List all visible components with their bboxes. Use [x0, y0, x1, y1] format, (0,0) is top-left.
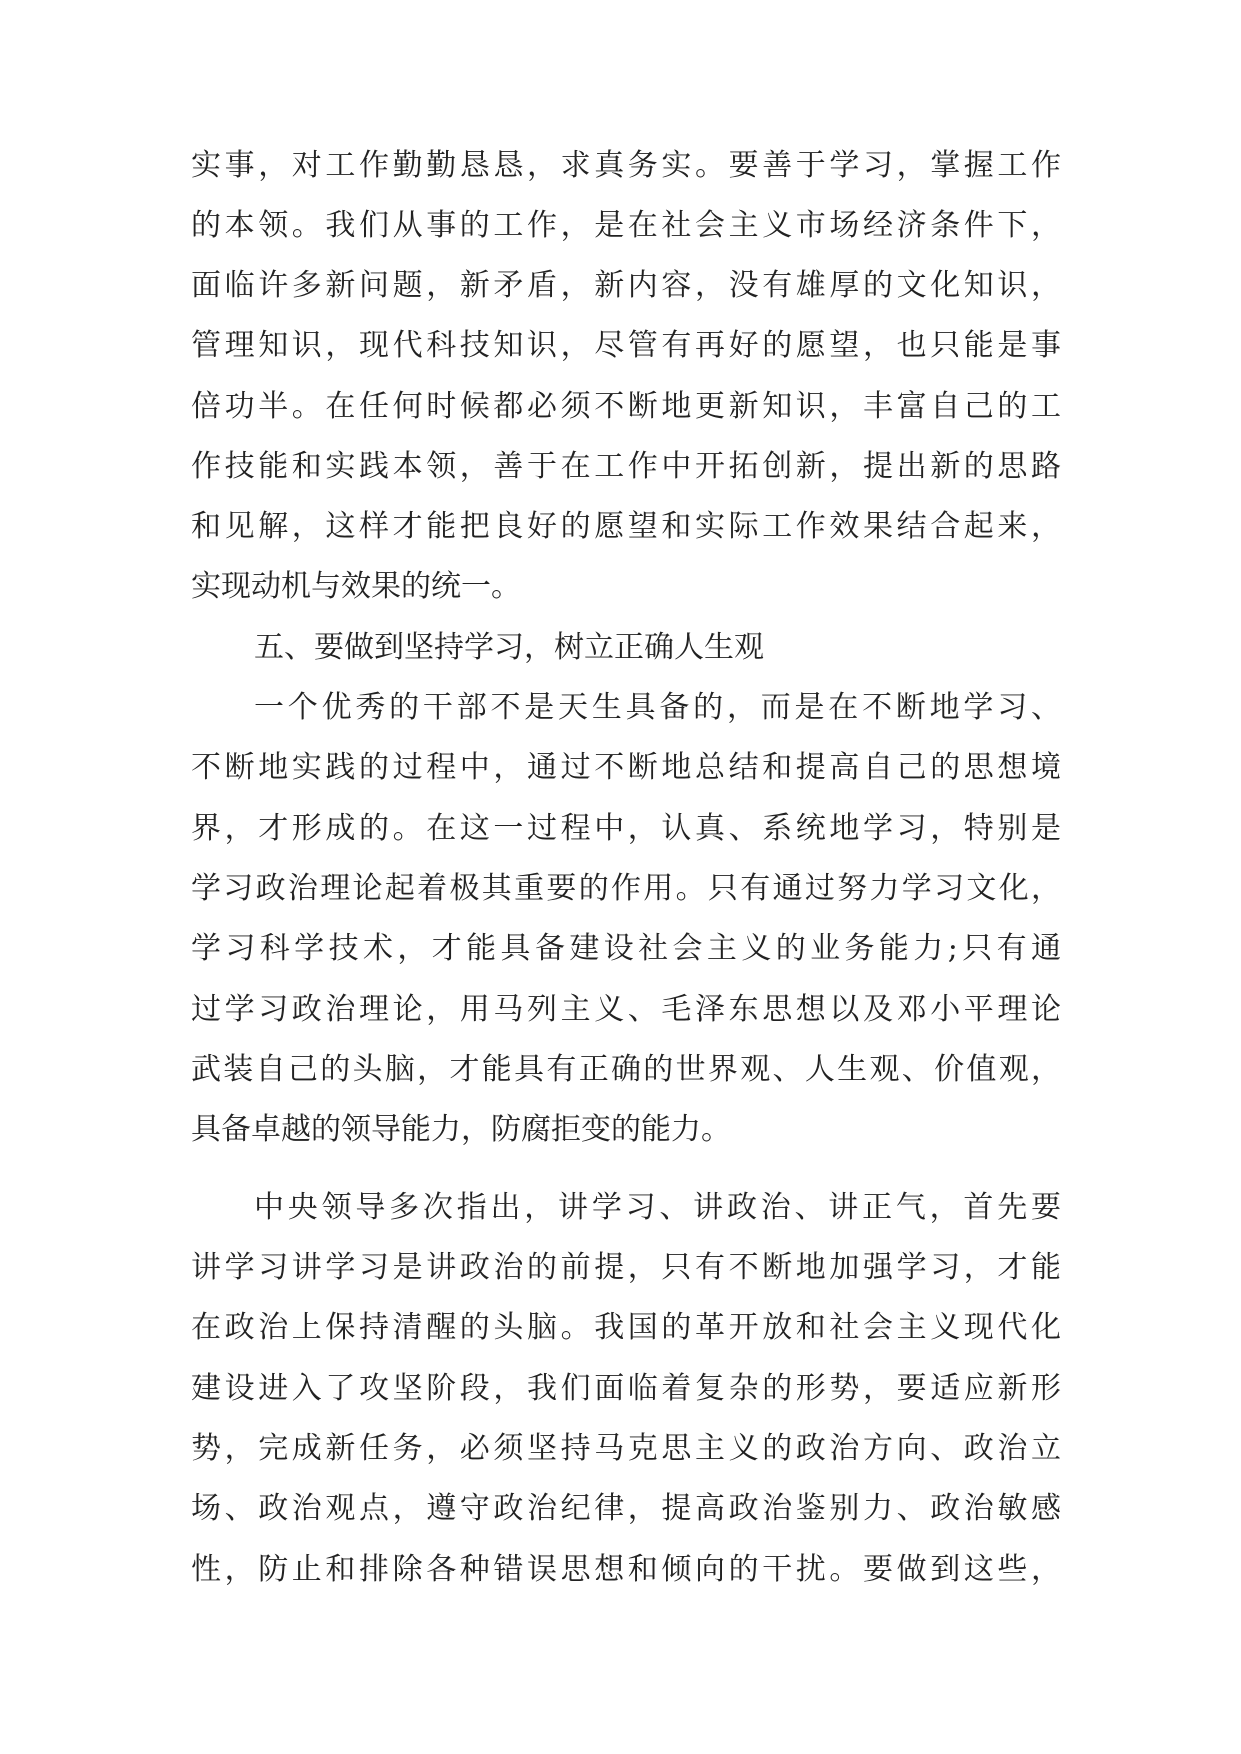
paragraph-line: 中央领导多次指出，讲学习、讲政治、讲正气，首先要 — [254, 1190, 1061, 1225]
section-heading: 五、要做到坚持学习，树立正确人生观 — [254, 630, 764, 665]
paragraph-line: 实现动机与效果的统一。 — [191, 569, 521, 604]
paragraph-line: 讲学习讲学习是讲政治的前提，只有不断地加强学习，才能 — [191, 1250, 1061, 1285]
paragraph-line: 武装自己的头脑，才能具有正确的世界观、人生观、价值观， — [191, 1052, 1061, 1087]
paragraph-line: 的本领。我们从事的工作，是在社会主义市场经济条件下， — [191, 208, 1061, 243]
paragraph-line: 势，完成新任务，必须坚持马克思主义的政治方向、政治立 — [191, 1431, 1061, 1466]
paragraph-line: 和见解，这样才能把良好的愿望和实际工作效果结合起来， — [191, 509, 1061, 544]
paragraph-line: 面临许多新问题，新矛盾，新内容，没有雄厚的文化知识， — [191, 268, 1061, 303]
paragraph-line: 不断地实践的过程中，通过不断地总结和提高自己的思想境 — [191, 750, 1061, 785]
paragraph-line: 管理知识，现代科技知识，尽管有再好的愿望，也只能是事 — [191, 328, 1061, 363]
paragraph-line: 实事，对工作勤勤恳恳，求真务实。要善于学习，掌握工作 — [191, 148, 1061, 183]
paragraph-line: 界，才形成的。在这一过程中，认真、系统地学习，特别是 — [191, 811, 1061, 846]
paragraph-line: 学习科学技术，才能具备建设社会主义的业务能力;只有通 — [191, 931, 1061, 966]
paragraph-line: 一个优秀的干部不是天生具备的，而是在不断地学习、 — [254, 690, 1061, 725]
paragraph-line: 建设进入了攻坚阶段，我们面临着复杂的形势，要适应新形 — [191, 1371, 1061, 1406]
paragraph-line: 场、政治观点，遵守政治纪律，提高政治鉴别力、政治敏感 — [191, 1491, 1061, 1526]
paragraph-line: 倍功半。在任何时候都必须不断地更新知识，丰富自己的工 — [191, 389, 1061, 424]
paragraph-line: 过学习政治理论，用马列主义、毛泽东思想以及邓小平理论 — [191, 992, 1061, 1027]
paragraph-line: 具备卓越的领导能力，防腐拒变的能力。 — [191, 1112, 731, 1147]
paragraph-line: 在政治上保持清醒的头脑。我国的革开放和社会主义现代化 — [191, 1310, 1061, 1345]
paragraph-line: 作技能和实践本领，善于在工作中开拓创新，提出新的思路 — [191, 449, 1061, 484]
paragraph-line: 性，防止和排除各种错误思想和倾向的干扰。要做到这些， — [191, 1552, 1061, 1587]
paragraph-line: 学习政治理论起着极其重要的作用。只有通过努力学习文化， — [191, 871, 1061, 906]
